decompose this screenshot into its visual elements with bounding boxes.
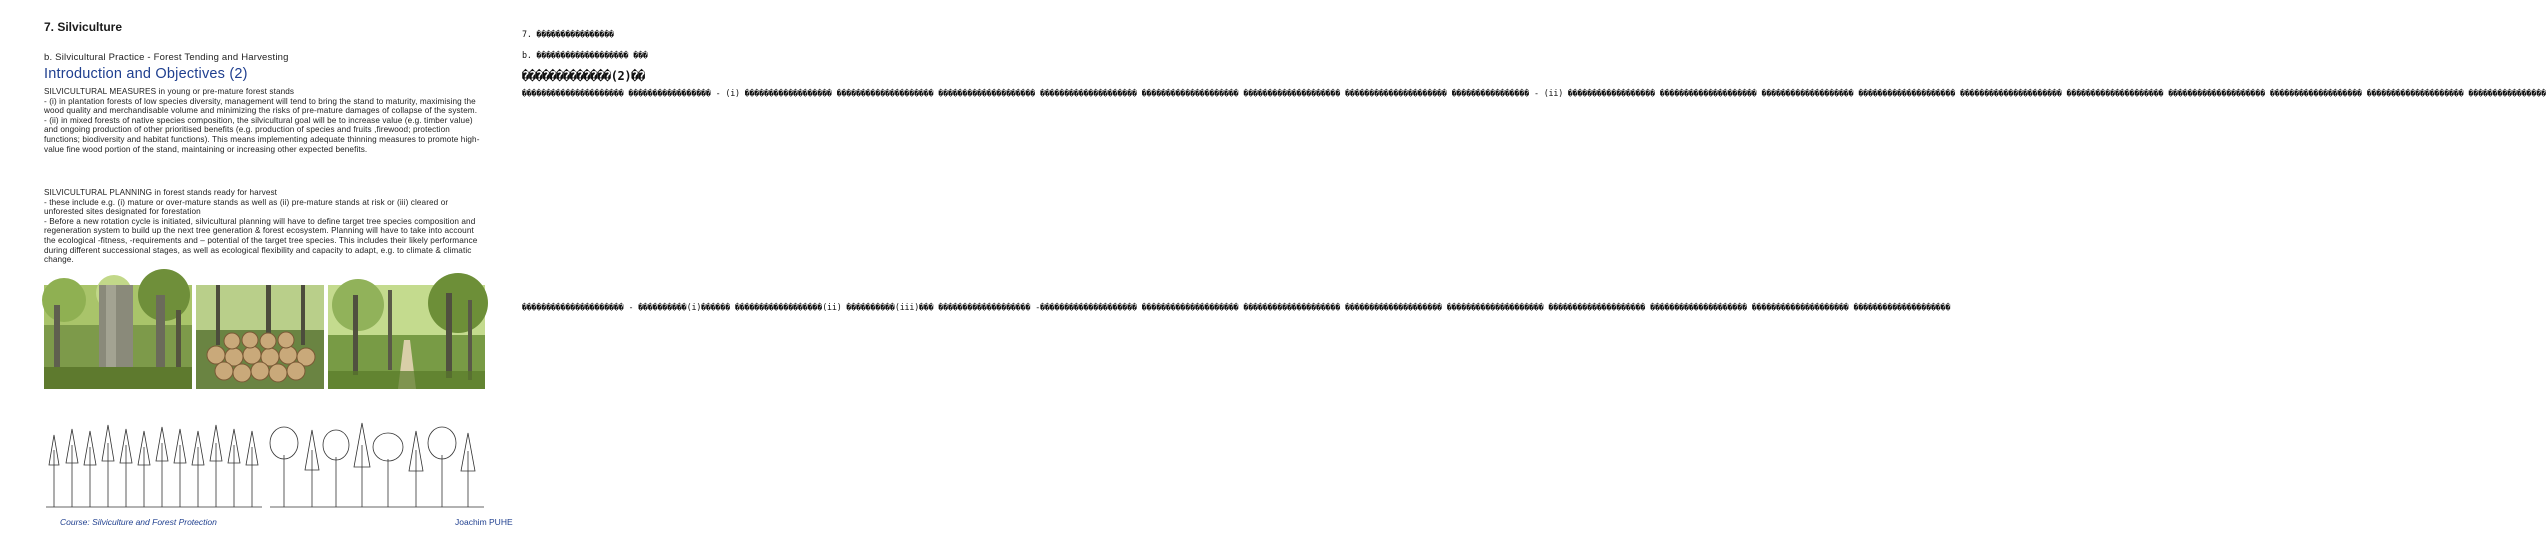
translation-chapter: 7. ���������������� (522, 29, 615, 39)
translation-block-planning: ��������������������� - ����������(i)������ ������������������(ii) ����������(iii)��� ������������������� -�������������������� �������������������� �������������������� �������������������� �������������������� �������������������� �������������������� �������������������� �������������������� (522, 302, 1951, 312)
paragraph: - (i) in plantation forests of low species diversity, management will tend to bring the stand to maturity, maximising the wood quality and merchandisable volume and minimizing the risks of pre-mature damages of collapse of the system. (44, 96, 478, 116)
paragraph: - (ii) in mixed forests of native species composition, the silvicultural goal will be to increase value (e.g. timber value) and ongoing production of other prioritised benefits (e.g. production of species and fruits ,firewood; protection functions; biodiversity and habitat functions). This means implementing adequate thinning measures to promote high-value fine wood portion of the stand, maintaining or increasing other expected benefits. (44, 115, 480, 154)
section-heading: SILVICULTURAL MEASURES in young or pre-mature forest stands (44, 87, 295, 96)
paragraph: - these include e.g. (i) mature or over-mature stands as well as (ii) pre-mature stands at risk or (iii) cleared or unforested sites designated for forestation (44, 197, 449, 217)
section-silvicultural-planning (44, 188, 484, 265)
footer-author: Joachim PUHE (455, 517, 513, 527)
section-heading: SILVICULTURAL PLANNING in forest stands ready for harvest (44, 188, 278, 197)
chapter-title: 7. Silviculture (44, 20, 123, 34)
profile-mixed-broadleaf (270, 423, 484, 507)
slide-title: Introduction and Objectives (2) (44, 66, 248, 82)
section-silvicultural-measures (44, 87, 484, 154)
forest-profile-diagrams (44, 395, 486, 510)
forest-road-photo (328, 285, 485, 389)
log-pile-photo (196, 285, 324, 389)
slide-subtitle: b. Silvicultural Practice - Forest Tending and Harvesting (44, 52, 289, 63)
translation-subtitle: b. ������������������� ��� (522, 50, 648, 60)
beech-forest-photo (44, 285, 192, 389)
footer-course: Course: Silviculture and Forest Protection (60, 517, 217, 527)
paragraph: - Before a new rotation cycle is initiated, silvicultural planning will have to define target tree species composition and regeneration system to build up the next tree generation & forest ecosystem. Planning will have to take into account the ecological -fitness, -requirements and – potential of the target tree species. This includes their likely performance during different successional stages, as well as ecological flexibility and capacity to adapt, e.g. to climate & climatic change. (44, 216, 478, 265)
translation-title: �������������(2)�� (522, 69, 645, 83)
translation-block-measures: ��������������������� ����������������� - (i) ������������������ �������������������� �������������������� �������������������� �������������������� �������������������� ��������������������� ���������������� - (ii) ������������������ �������������������� ������������������� �������������������� ��������������������� �������������������� �������������������� ������������������� �������������������� ���������������� (522, 88, 2546, 98)
profile-even-aged-conifer (46, 425, 262, 507)
